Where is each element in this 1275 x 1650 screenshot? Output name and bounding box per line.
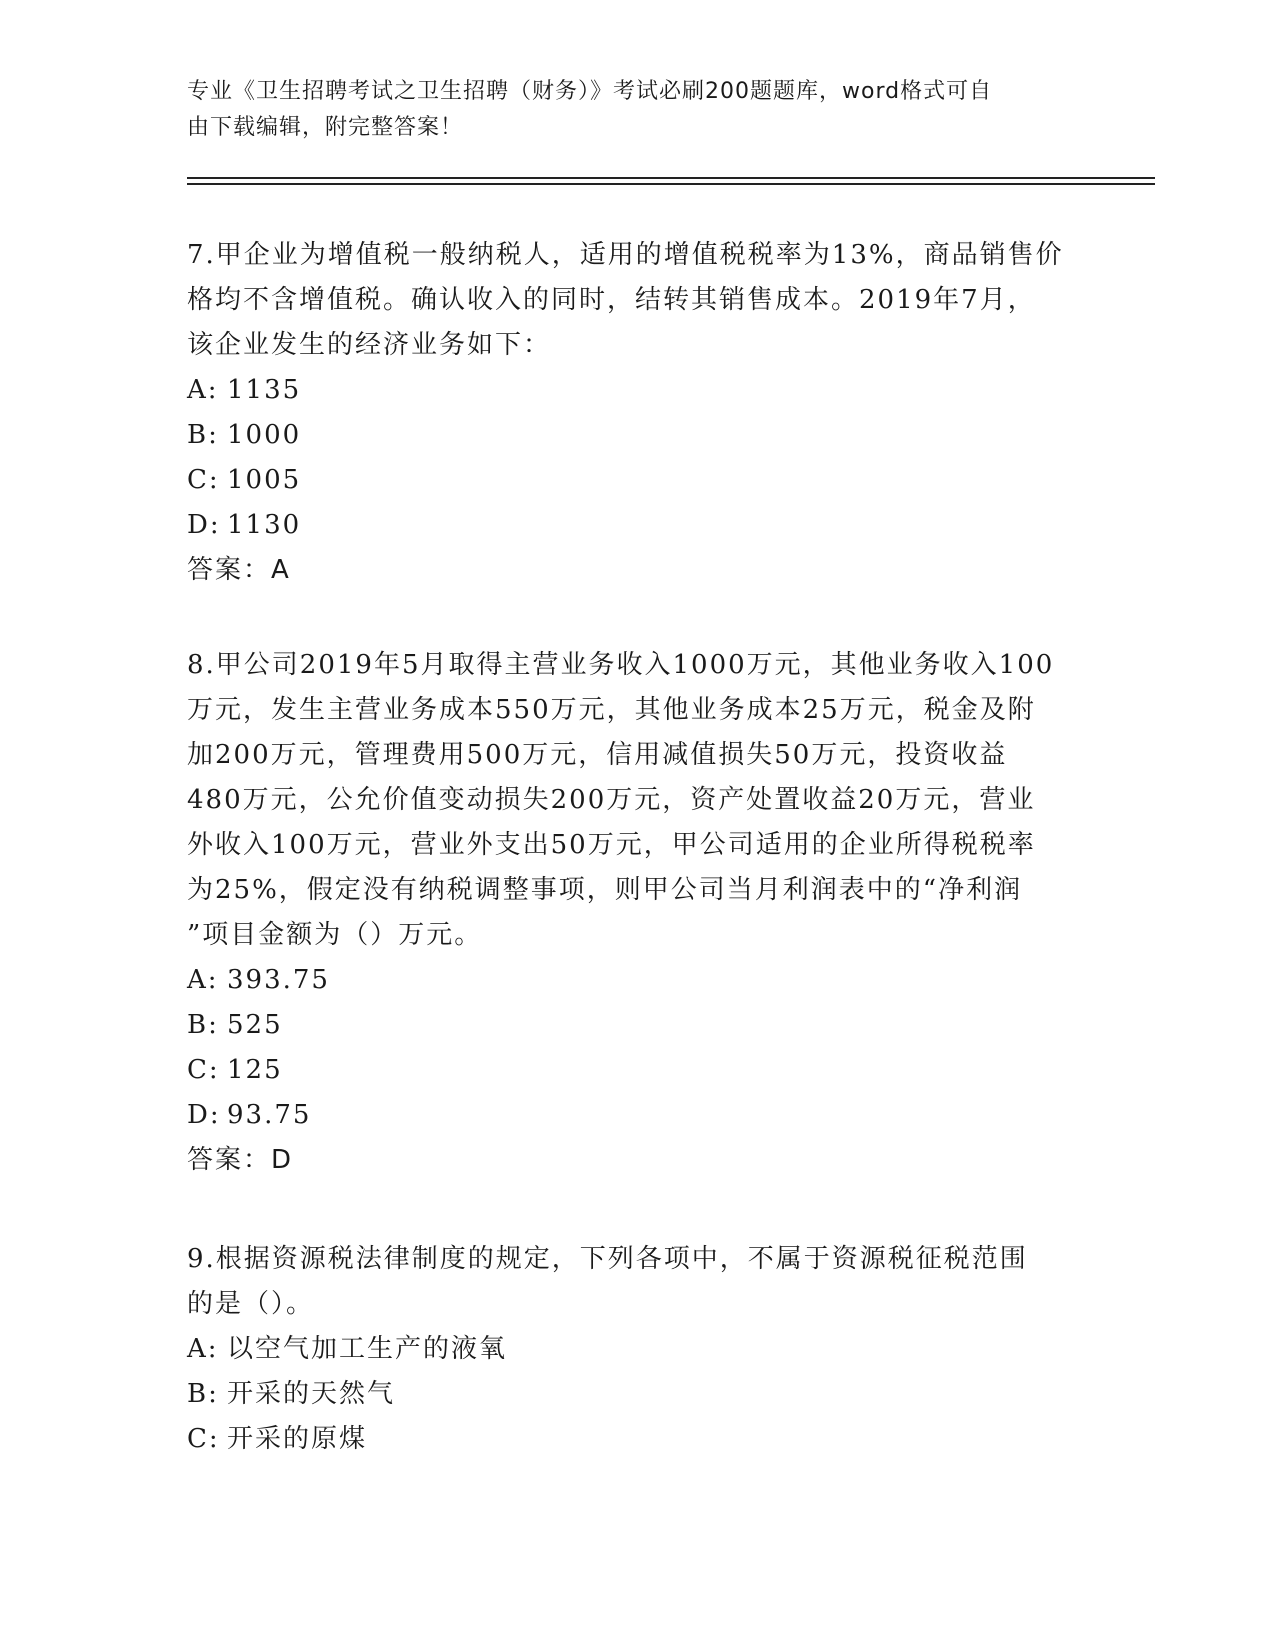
option-text: 开采的原煤 (227, 1424, 368, 1454)
option-text: 393.75 (227, 965, 330, 995)
header-line: 由下载编辑，附完整答案！ (187, 115, 464, 140)
option-key: B: (187, 1379, 219, 1409)
option-text: 93.75 (227, 1100, 312, 1130)
option-text: 525 (227, 1010, 283, 1040)
option-b (187, 413, 1087, 458)
option-key: A: (187, 1334, 219, 1364)
stem-line: 为25%，假定没有纳税调整事项，则甲公司当月利润表中的“净利润 (187, 875, 1023, 905)
option-key: C: (187, 1424, 220, 1454)
stem-line: 8.甲公司2019年5月取得主营业务收入1000万元，其他业务收入100 (187, 650, 1055, 680)
answer-line: 答案：A (187, 555, 291, 585)
option-b (187, 1372, 1087, 1417)
option-d (187, 1093, 1087, 1138)
option-text: 1005 (227, 465, 302, 495)
option-b (187, 1003, 1087, 1048)
option-key: A: (187, 965, 219, 995)
option-text: 1000 (227, 420, 302, 450)
option-key: B: (187, 420, 219, 450)
stem-line: 该企业发生的经济业务如下： (187, 330, 552, 360)
stem-line: 480万元，公允价值变动损失200万元，资产处置收益20万元，营业 (187, 785, 1036, 815)
stem-line: 的是（）。 (187, 1289, 315, 1319)
stem-line: 外收入100万元，营业外支出50万元，甲公司适用的企业所得税税率 (187, 830, 1036, 860)
stem-line: ”项目金额为（）万元。 (187, 920, 483, 950)
option-key: C: (187, 1055, 220, 1085)
question-block (187, 1237, 1087, 1462)
option-a (187, 1327, 1087, 1372)
question-stem (187, 233, 1087, 368)
option-c (187, 1417, 1087, 1462)
stem-line: 格均不含增值税。确认收入的同时，结转其销售成本。2019年7月， (187, 285, 1036, 315)
answer-line: 答案：D (187, 1145, 294, 1175)
option-key: B: (187, 1010, 219, 1040)
question-stem (187, 643, 1087, 958)
option-a (187, 958, 1087, 1003)
question-block (187, 643, 1087, 1183)
option-c (187, 458, 1087, 503)
question-block (187, 233, 1087, 593)
option-key: D: (187, 1100, 221, 1130)
header-line: 专业《卫生招聘考试之卫生招聘（财务）》考试必刷200题题库，word格式可自 (187, 79, 993, 104)
stem-line: 万元，发生主营业务成本550万元，其他业务成本25万元，税金及附 (187, 695, 1036, 725)
option-text: 1135 (227, 375, 302, 405)
stem-line: 9.根据资源税法律制度的规定，下列各项中，不属于资源税征税范围 (187, 1244, 1028, 1274)
stem-line: 加200万元，管理费用500万元，信用减值损失50万元，投资收益 (187, 740, 1008, 770)
option-text: 1130 (227, 510, 302, 540)
option-key: C: (187, 465, 220, 495)
stem-line: 7.甲企业为增值税一般纳税人，适用的增值税税率为13%，商品销售价 (187, 240, 1064, 270)
option-text: 125 (227, 1055, 283, 1085)
question-stem (187, 1237, 1087, 1327)
option-c (187, 1048, 1087, 1093)
option-text: 以空气加工生产的液氧 (227, 1334, 508, 1364)
option-key: D: (187, 510, 221, 540)
option-key: A: (187, 375, 219, 405)
document-header (187, 74, 1067, 146)
option-text: 开采的天然气 (227, 1379, 396, 1409)
option-d (187, 503, 1087, 548)
header-divider (187, 177, 1155, 179)
header-divider (187, 183, 1155, 185)
option-a (187, 368, 1087, 413)
